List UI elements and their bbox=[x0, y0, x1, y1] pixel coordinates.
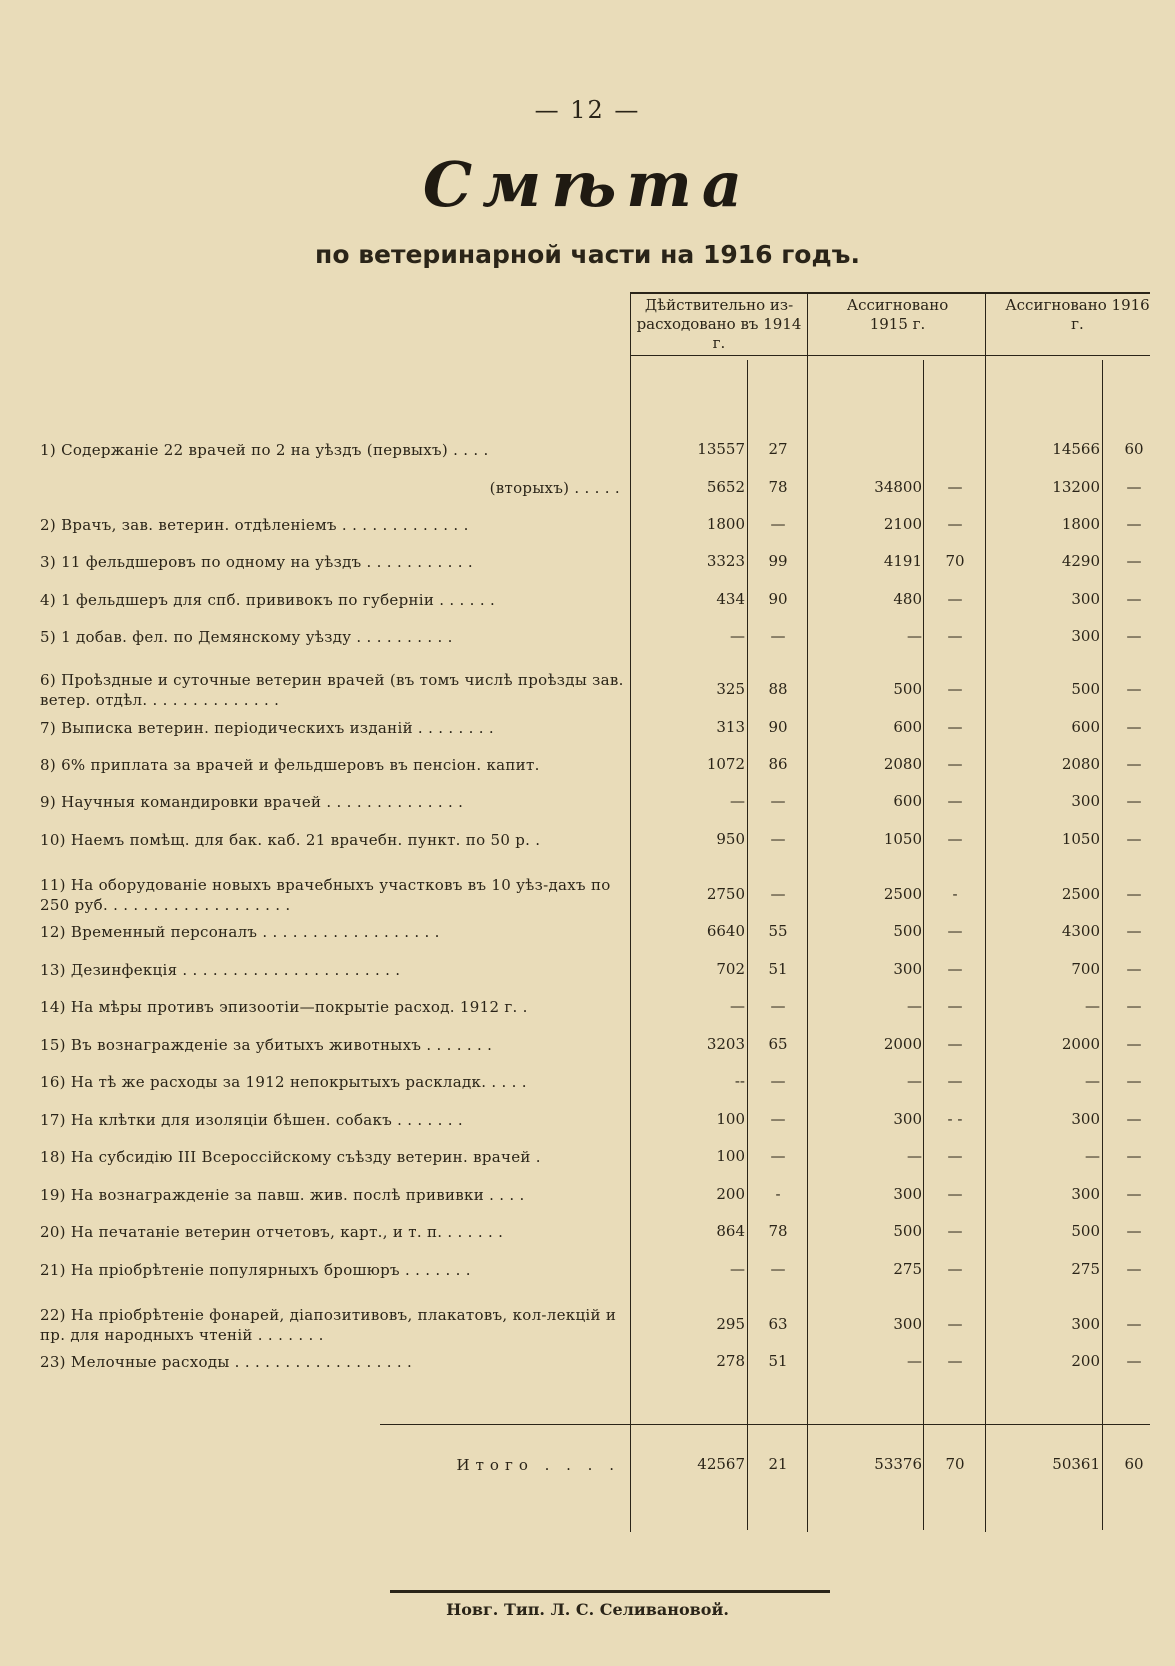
table-cell: — bbox=[1126, 627, 1142, 645]
table-cell: 200 bbox=[1071, 1352, 1100, 1370]
table-cell: — bbox=[947, 680, 963, 698]
footer-rule bbox=[390, 1590, 830, 1593]
table-cell: 1072 bbox=[706, 755, 745, 773]
table-cell: — bbox=[770, 792, 786, 810]
row-label: 5) 1 добав. фел. по Демянскому уѣзду . . . . . . . . . . bbox=[40, 628, 453, 646]
table-cell: — bbox=[947, 1185, 963, 1203]
table-cell: 300 bbox=[1071, 1185, 1100, 1203]
table-cell: 60 bbox=[1124, 440, 1144, 458]
table-cell: — bbox=[1126, 1072, 1142, 1090]
table-cell: 300 bbox=[893, 1185, 922, 1203]
table-cell: 600 bbox=[893, 718, 922, 736]
table-cell: — bbox=[1126, 1260, 1142, 1278]
table-cell: 300 bbox=[1071, 1110, 1100, 1128]
page-number: — 12 — bbox=[534, 96, 641, 124]
table-cell: 600 bbox=[1071, 718, 1100, 736]
table-cell: 1050 bbox=[1061, 830, 1100, 848]
table-cell: — bbox=[947, 922, 963, 940]
row-label: 4) 1 фельдшеръ для спб. прививокъ по губерніи . . . . . . bbox=[40, 591, 496, 609]
col-border-2 bbox=[747, 360, 748, 1530]
col-border-4 bbox=[923, 360, 924, 1530]
table-cell: — bbox=[1126, 1035, 1142, 1053]
table-cell: — bbox=[1126, 552, 1142, 570]
row-label: 8) 6% приплата за врачей и фельдшеровъ въ пенсіон. капит. bbox=[40, 756, 540, 774]
row-label: 9) Научныя командировки врачей . . . . . . . . . . . . . . bbox=[40, 793, 464, 811]
table-cell: 700 bbox=[1071, 960, 1100, 978]
table-cell: — bbox=[730, 997, 745, 1015]
row-label: 14) На мѣры противъ эпизоотіи—покрытіе расход. 1912 г. . bbox=[40, 998, 528, 1016]
table-cell: — bbox=[947, 1222, 963, 1240]
table-cell: — bbox=[1126, 885, 1142, 903]
table-cell: — bbox=[1126, 1185, 1142, 1203]
table-cell: 200 bbox=[716, 1185, 745, 1203]
table-cell: — bbox=[1085, 1147, 1100, 1165]
table-cell: 55 bbox=[768, 922, 788, 940]
row-label: 21) На пріобрѣтеніе популярныхъ брошюръ . . . . . . . bbox=[40, 1261, 471, 1279]
table-cell: — bbox=[947, 830, 963, 848]
table-cell: 300 bbox=[893, 1315, 922, 1333]
total-cell: 21 bbox=[768, 1455, 788, 1473]
table-cell: 300 bbox=[893, 1110, 922, 1128]
table-cell: 88 bbox=[768, 680, 788, 698]
table-cell: — bbox=[947, 1072, 963, 1090]
table-cell: 90 bbox=[768, 590, 788, 608]
table-cell: 5652 bbox=[706, 478, 745, 496]
row-label: 22) На пріобрѣтеніе фонарей, діапозитивовъ, плакатовъ, кол-лекцій и пр. для народныхъ чтеній . . . . . . . bbox=[40, 1306, 617, 1344]
table-cell: — bbox=[947, 1352, 963, 1370]
table-cell: — bbox=[947, 1147, 963, 1165]
row-label: 17) На клѣтки для изоляціи бѣшен. собакъ . . . . . . . bbox=[40, 1111, 464, 1129]
document-title: Смѣта bbox=[422, 148, 753, 221]
table-cell: — bbox=[907, 627, 922, 645]
table-cell: 600 bbox=[893, 792, 922, 810]
table-cell: 2000 bbox=[1061, 1035, 1100, 1053]
table-cell: — bbox=[770, 1260, 786, 1278]
row-label: 18) На субсидію III Всероссійскому съѣзду ветерин. врачей . bbox=[40, 1148, 541, 1166]
table-cell: — bbox=[1126, 960, 1142, 978]
row-label: 19) На вознагражденіе за павш. жив. послѣ прививки . . . . bbox=[40, 1186, 525, 1204]
table-cell: — bbox=[907, 1352, 922, 1370]
table-cell: — bbox=[907, 1072, 922, 1090]
table-cell: 500 bbox=[1071, 1222, 1100, 1240]
table-cell: — bbox=[1126, 718, 1142, 736]
table-cell: 480 bbox=[893, 590, 922, 608]
printer-imprint: Новг. Тип. Л. С. Селивановой. bbox=[446, 1600, 729, 1619]
table-cell: 275 bbox=[1071, 1260, 1100, 1278]
table-cell: 300 bbox=[893, 960, 922, 978]
table-cell: — bbox=[1126, 680, 1142, 698]
table-cell: — bbox=[1126, 830, 1142, 848]
table-cell: — bbox=[1126, 1147, 1142, 1165]
table-cell: 14566 bbox=[1052, 440, 1100, 458]
table-cell: — bbox=[947, 478, 963, 496]
table-cell: 325 bbox=[716, 680, 745, 698]
table-cell: — bbox=[1085, 1072, 1100, 1090]
table-cell: — bbox=[947, 1035, 963, 1053]
table-cell: 6640 bbox=[706, 922, 745, 940]
total-cell: 50361 bbox=[1052, 1455, 1100, 1473]
table-cell: 275 bbox=[893, 1260, 922, 1278]
table-cell: — bbox=[1126, 515, 1142, 533]
table-cell: 86 bbox=[768, 755, 788, 773]
table-top-rule bbox=[630, 292, 1150, 294]
total-cell: 60 bbox=[1124, 1455, 1144, 1473]
table-cell: — bbox=[1126, 922, 1142, 940]
table-cell: 78 bbox=[768, 478, 788, 496]
table-cell: - bbox=[775, 1185, 781, 1203]
table-cell: 2100 bbox=[883, 515, 922, 533]
table-cell: 295 bbox=[716, 1315, 745, 1333]
table-cell: 4300 bbox=[1061, 922, 1100, 940]
table-cell: 1800 bbox=[706, 515, 745, 533]
table-cell: — bbox=[1126, 590, 1142, 608]
table-cell: -- bbox=[734, 1072, 745, 1090]
table-cell: 313 bbox=[716, 718, 745, 736]
table-cell: — bbox=[947, 627, 963, 645]
total-label: Итого . . . . bbox=[456, 1456, 620, 1474]
table-cell: 864 bbox=[716, 1222, 745, 1240]
row-label: 15) Въ вознагражденіе за убитыхъ животныхъ . . . . . . . bbox=[40, 1036, 493, 1054]
row-label: 23) Мелочные расходы . . . . . . . . . . . . . . . . . . bbox=[40, 1353, 413, 1371]
table-cell: - - bbox=[947, 1110, 963, 1128]
table-cell: 27 bbox=[768, 440, 788, 458]
table-cell: — bbox=[907, 1147, 922, 1165]
row-label: 1) Содержаніе 22 врачей по 2 на уѣздъ (первыхъ) . . . . bbox=[40, 441, 489, 459]
col-border-6 bbox=[1102, 360, 1103, 1530]
table-cell: — bbox=[947, 590, 963, 608]
table-cell: 434 bbox=[716, 590, 745, 608]
total-cell: 70 bbox=[945, 1455, 965, 1473]
table-cell: — bbox=[947, 1315, 963, 1333]
table-cell: — bbox=[1126, 1110, 1142, 1128]
table-cell: - bbox=[952, 885, 958, 903]
table-cell: 34800 bbox=[874, 478, 922, 496]
table-cell: — bbox=[1126, 792, 1142, 810]
table-cell: 500 bbox=[893, 1222, 922, 1240]
table-cell: — bbox=[1126, 1222, 1142, 1240]
table-cell: — bbox=[947, 792, 963, 810]
table-cell: — bbox=[770, 1072, 786, 1090]
row-label: 20) На печатаніе ветерин отчетовъ, карт., и т. п. . . . . . . bbox=[40, 1223, 504, 1241]
row-label: 6) Проѣздные и суточные ветерин врачей (въ томъ числѣ проѣзды зав. ветер. отдѣл. . . . . . . . . . . . . . bbox=[40, 671, 624, 709]
table-cell: — bbox=[770, 885, 786, 903]
table-cell: 500 bbox=[893, 922, 922, 940]
table-cell: — bbox=[947, 515, 963, 533]
row-label: 16) На тѣ же расходы за 1912 непокрытыхъ раскладк. . . . . bbox=[40, 1073, 527, 1091]
table-cell: — bbox=[770, 627, 786, 645]
table-cell: 500 bbox=[893, 680, 922, 698]
table-cell: — bbox=[770, 997, 786, 1015]
table-cell: 500 bbox=[1071, 680, 1100, 698]
table-cell: 51 bbox=[768, 1352, 788, 1370]
table-cell: 90 bbox=[768, 718, 788, 736]
col-border-3 bbox=[807, 292, 808, 1532]
table-cell: — bbox=[1126, 997, 1142, 1015]
table-cell: — bbox=[770, 830, 786, 848]
table-cell: — bbox=[1085, 997, 1100, 1015]
table-cell: 1800 bbox=[1061, 515, 1100, 533]
table-cell: — bbox=[770, 1110, 786, 1128]
table-cell: — bbox=[1126, 755, 1142, 773]
row-label: 10) Наемъ помѣщ. для бак. каб. 21 врачебн. пункт. по 50 р. . bbox=[40, 831, 541, 849]
col-border-5 bbox=[985, 292, 986, 1532]
table-cell: 2080 bbox=[883, 755, 922, 773]
table-cell: — bbox=[1126, 1352, 1142, 1370]
table-cell: 3203 bbox=[706, 1035, 745, 1053]
column-header-1914: Дѣйствительно из-расходовано въ 1914 г. bbox=[636, 296, 802, 352]
table-cell: 2000 bbox=[883, 1035, 922, 1053]
table-cell: 2750 bbox=[706, 885, 745, 903]
table-cell: — bbox=[947, 1260, 963, 1278]
table-cell: — bbox=[770, 515, 786, 533]
table-cell: — bbox=[1126, 478, 1142, 496]
table-cell: 2080 bbox=[1061, 755, 1100, 773]
row-label: 2) Врачъ, зав. ветерин. отдѣленіемъ . . . . . . . . . . . . . bbox=[40, 516, 469, 534]
table-cell: — bbox=[730, 627, 745, 645]
table-cell: — bbox=[1126, 1315, 1142, 1333]
column-header-1915: Ассигновано 1915 г. bbox=[846, 296, 949, 333]
table-cell: 13557 bbox=[697, 440, 745, 458]
table-cell: — bbox=[947, 755, 963, 773]
header-bottom-rule bbox=[630, 355, 1150, 356]
table-cell: 300 bbox=[1071, 792, 1100, 810]
table-cell: — bbox=[770, 1147, 786, 1165]
table-cell: 65 bbox=[768, 1035, 788, 1053]
table-cell: 278 bbox=[716, 1352, 745, 1370]
table-cell: — bbox=[947, 997, 963, 1015]
table-cell: — bbox=[730, 792, 745, 810]
table-cell: — bbox=[907, 997, 922, 1015]
table-cell: 1050 bbox=[883, 830, 922, 848]
total-top-rule bbox=[380, 1424, 1150, 1425]
table-cell: 2500 bbox=[1061, 885, 1100, 903]
table-cell: 99 bbox=[768, 552, 788, 570]
table-cell: 950 bbox=[716, 830, 745, 848]
document-subtitle: по ветеринарной части на 1916 годъ. bbox=[315, 240, 860, 269]
table-cell: 13200 bbox=[1052, 478, 1100, 496]
table-cell: 300 bbox=[1071, 627, 1100, 645]
row-label: (вторыхъ) . . . . . bbox=[489, 479, 620, 497]
table-cell: 4290 bbox=[1061, 552, 1100, 570]
table-cell: 2500 bbox=[883, 885, 922, 903]
table-cell: 300 bbox=[1071, 590, 1100, 608]
row-label: 11) На оборудованіе новыхъ врачебныхъ участковъ въ 10 уѣз-дахъ по 250 руб. . . . . . . . . . . . . . . . . . . bbox=[40, 876, 611, 914]
table-cell: 100 bbox=[716, 1147, 745, 1165]
table-cell: — bbox=[947, 960, 963, 978]
row-label: 3) 11 фельдшеровъ по одному на уѣздъ . . . . . . . . . . . bbox=[40, 553, 473, 571]
total-cell: 53376 bbox=[874, 1455, 922, 1473]
row-label: 13) Дезинфекція . . . . . . . . . . . . . . . . . . . . . . bbox=[40, 961, 401, 979]
table-cell: — bbox=[730, 1260, 745, 1278]
row-label: 7) Выписка ветерин. періодическихъ изданій . . . . . . . . bbox=[40, 719, 494, 737]
table-cell: 3323 bbox=[706, 552, 745, 570]
table-cell: 78 bbox=[768, 1222, 788, 1240]
table-cell: 100 bbox=[716, 1110, 745, 1128]
table-cell: 63 bbox=[768, 1315, 788, 1333]
total-cell: 42567 bbox=[697, 1455, 745, 1473]
row-label: 12) Временный персоналъ . . . . . . . . . . . . . . . . . . bbox=[40, 923, 440, 941]
table-cell: 4191 bbox=[883, 552, 922, 570]
table-cell: 51 bbox=[768, 960, 788, 978]
column-header-1916: Ассигновано 1916 г. bbox=[1005, 296, 1150, 333]
table-cell: — bbox=[947, 718, 963, 736]
table-cell: 70 bbox=[945, 552, 965, 570]
table-cell: 702 bbox=[716, 960, 745, 978]
table-cell: 300 bbox=[1071, 1315, 1100, 1333]
